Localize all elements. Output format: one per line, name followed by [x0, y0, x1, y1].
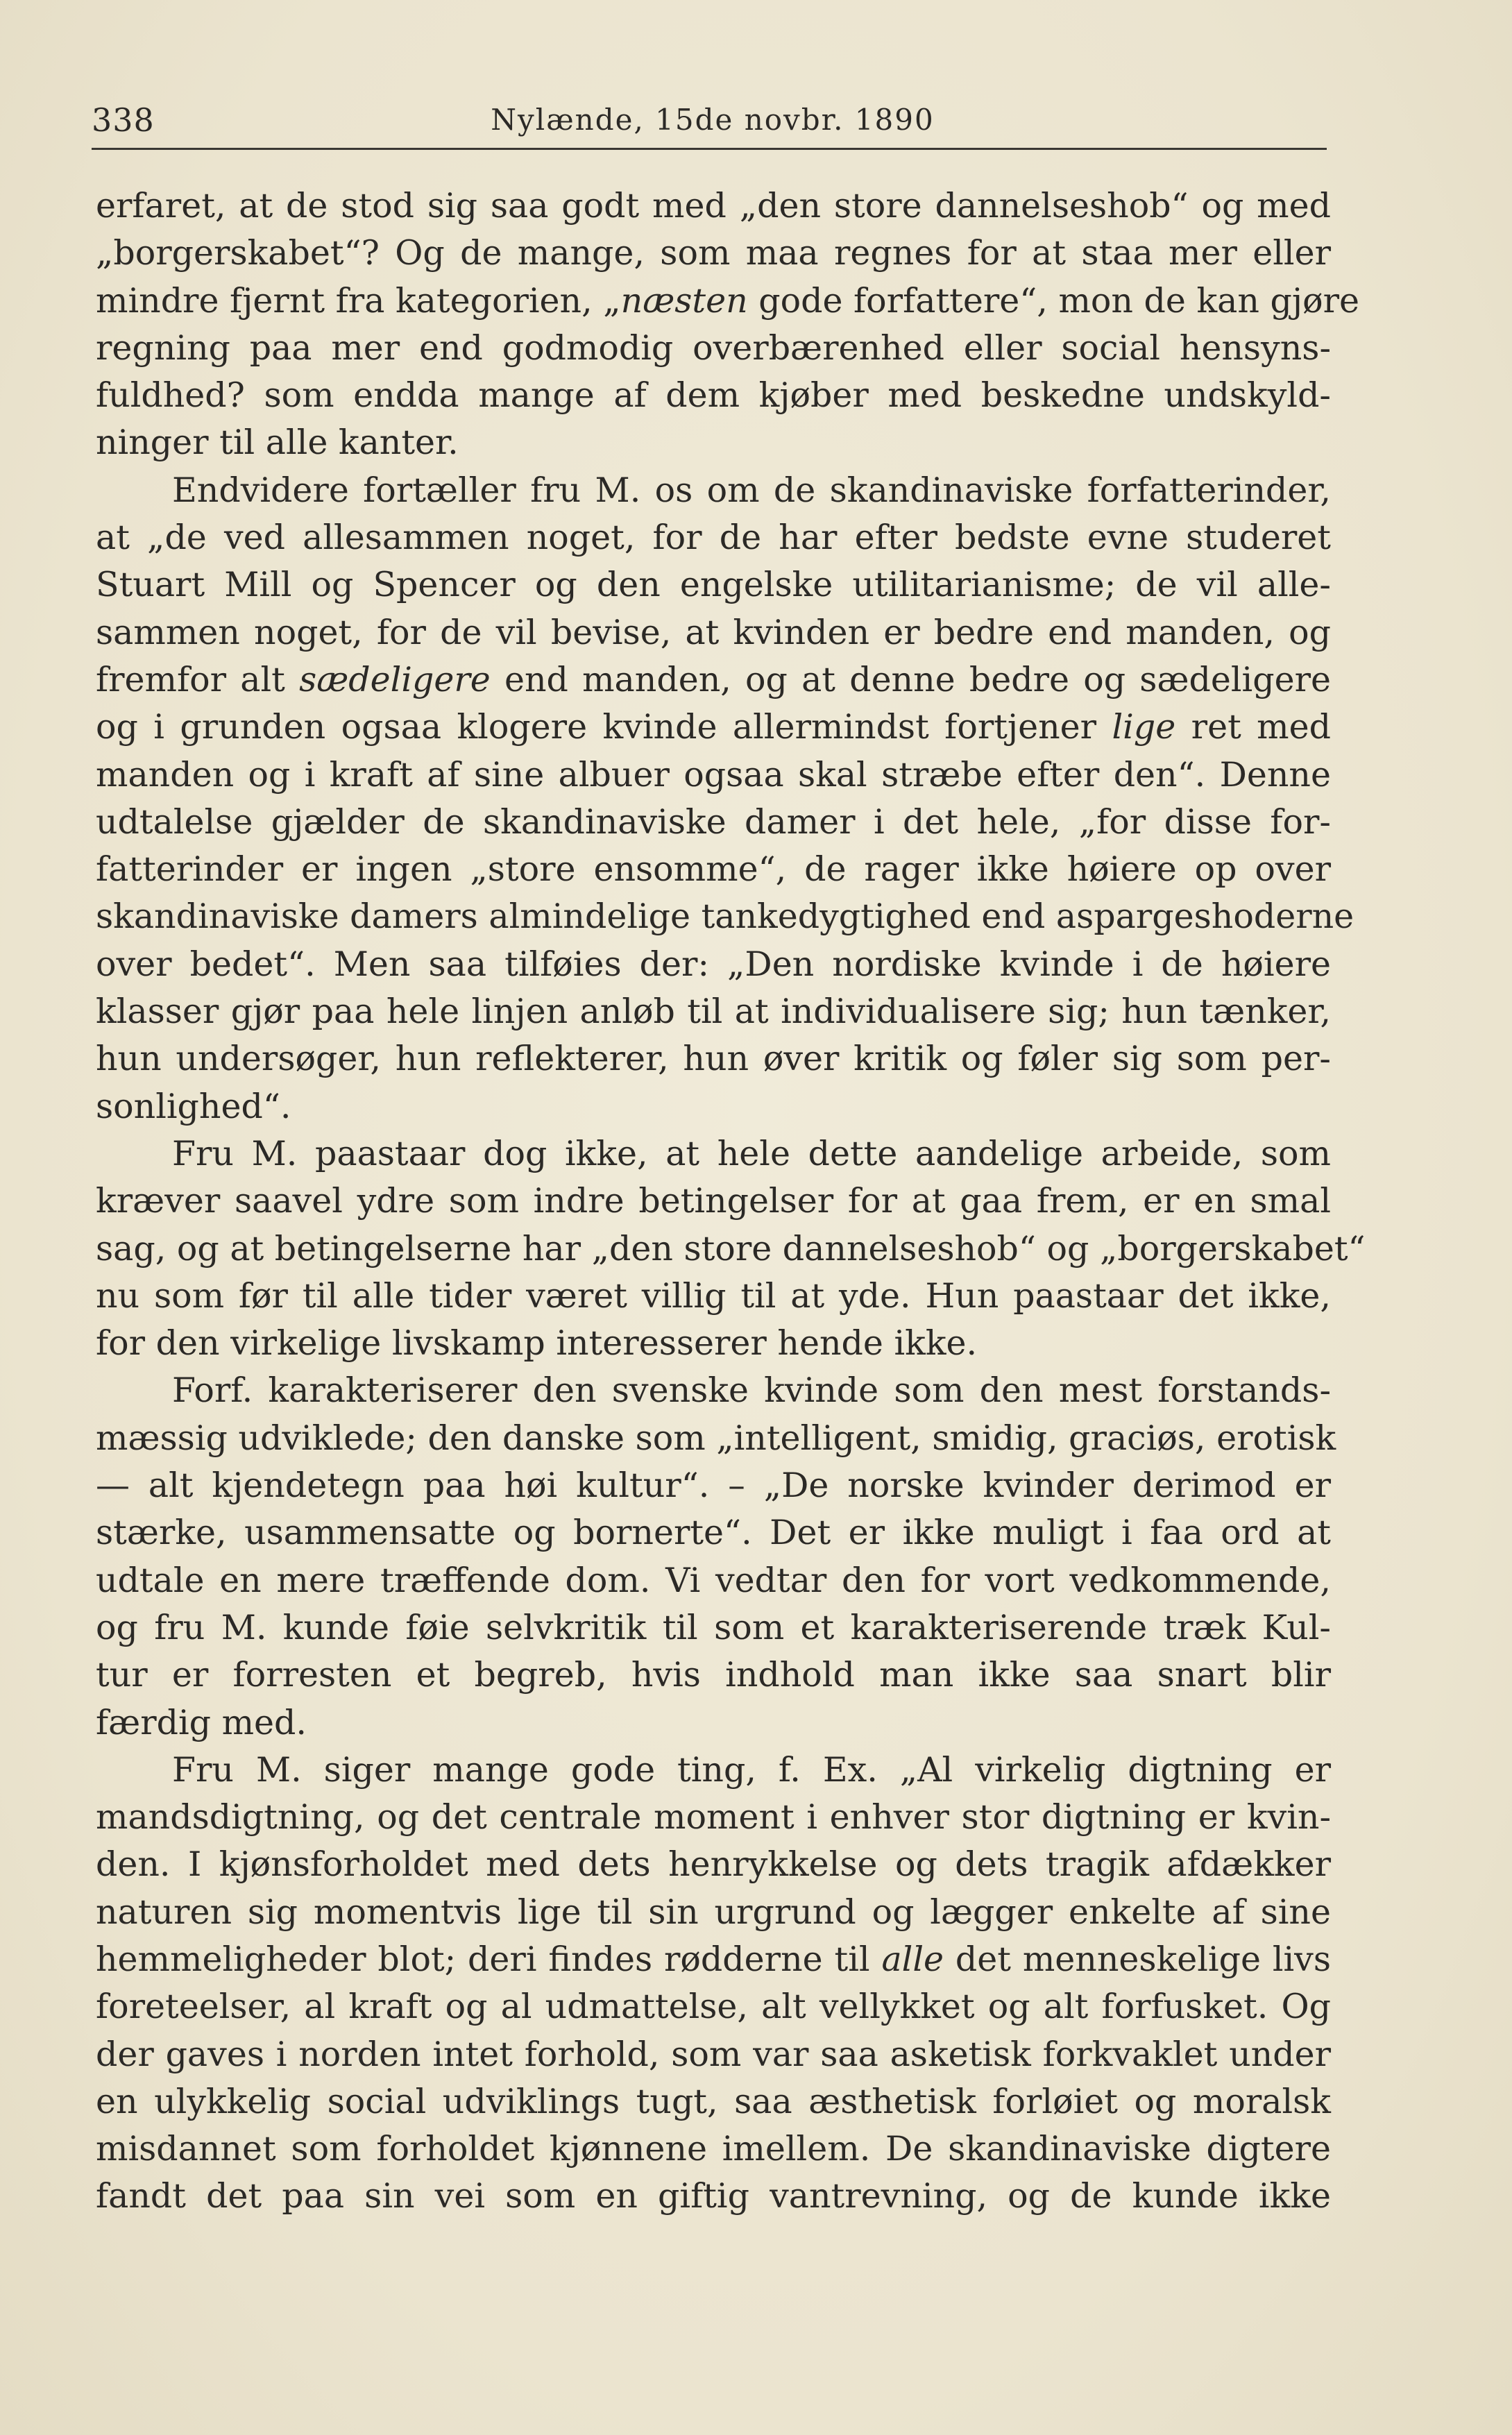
text-line: over bedet“. Men saa tilføies der: „Den nordiske kvinde i de høiere: [96, 944, 1331, 984]
text-line: skandinaviske damers almindelige tankedygtighed end aspargeshoderne: [96, 897, 1354, 937]
text-line: udtalelse gjælder de skandinaviske damer i det hele, „for disse for-: [96, 801, 1331, 842]
running-title: Nylænde, 15de novbr. 1890: [491, 103, 935, 137]
text-line: — alt kjendetegn paa høi kultur“. – „De norske kvinder derimod er: [96, 1466, 1331, 1506]
italic-word: sædeligere: [299, 659, 491, 699]
text-line: [96, 278, 1360, 325]
page-number: 338: [92, 101, 155, 139]
text-line: kræver saavel ydre som indre betingelser for at gaa frem, er en smal: [96, 1181, 1331, 1221]
text-line: regning paa mer end godmodig overbærenhed eller social hensyns-: [96, 328, 1331, 368]
text-line: sonlighed“.: [96, 1086, 291, 1126]
text-line: den. I kjønsforholdet med dets henrykkelse og dets tragik afdækker: [96, 1844, 1331, 1885]
text-line: [96, 656, 1331, 704]
text-segment: ret med: [1175, 707, 1331, 747]
text-line: Forf. karakteriserer den svenske kvinde som den mest forstands-: [172, 1371, 1331, 1411]
text-line: en ulykkelig social udviklings tugt, saa æsthetisk forløiet og moralsk: [96, 2081, 1331, 2121]
text-line: nu som før til alle tider været villig til at yde. Hun paastaar det ikke,: [96, 1275, 1331, 1316]
text-line: og fru M. kunde føie selvkritik til som et karakteriserende træk Kul-: [96, 1607, 1331, 1647]
text-line: stærke, usammensatte og bornerte“. Det er ikke muligt i faa ord at: [96, 1513, 1331, 1553]
text-segment: fremfor alt: [96, 659, 300, 699]
text-line: tur er forresten et begreb, hvis indhold man ikke saa snart blir: [96, 1655, 1331, 1695]
text-line: naturen sig momentvis lige til sin urgrund og lægger enkelte af sine: [96, 1892, 1331, 1932]
text-line: „borgerskabet“? Og de mange, som maa regnes for at staa mer eller: [96, 233, 1331, 273]
text-segment: end manden, og at denne bedre og sædeligere: [490, 659, 1331, 699]
text-segment: hemmeligheder blot; deri findes rødderne til: [96, 1939, 882, 1979]
text-line: Stuart Mill og Spencer og den engelske utilitarianisme; de vil alle-: [96, 565, 1331, 605]
body-text: [96, 183, 1366, 2221]
text-line: klasser gjør paa hele linjen anløb til at individualisere sig; hun tænker,: [96, 992, 1331, 1032]
text-line: Fru M. paastaar dog ikke, at hele dette aandelige arbeide, som: [172, 1133, 1331, 1173]
text-line: for den virkelige livskamp interesserer hende ikke.: [96, 1323, 978, 1364]
text-line: hun undersøger, hun reflekterer, hun øver kritik og føler sig som per-: [96, 1039, 1331, 1079]
text-line: Fru M. siger mange gode ting, f. Ex. „Al virkelig digtning er: [172, 1749, 1331, 1790]
text-line: misdannet som forholdet kjønnene imellem. De skandinaviske digtere: [96, 2129, 1331, 2169]
text-segment: det menneskelige livs: [944, 1939, 1332, 1979]
text-line: sammen noget, for de vil bevise, at kvinden er bedre end manden, og: [96, 612, 1331, 652]
text-line: fandt det paa sin vei som en giftig vantrevning, og de kunde ikke: [96, 2176, 1331, 2216]
italic-word: næsten: [620, 280, 748, 321]
italic-word: lige: [1112, 707, 1176, 747]
text-line: mandsdigtning, og det centrale moment i enhver stor digtning er kvin-: [96, 1797, 1331, 1838]
text-line: [96, 1936, 1331, 1983]
text-line: erfaret, at de stod sig saa godt med „den store dannelseshob“ og med: [96, 186, 1331, 226]
text-line: der gaves i norden intet forhold, som var saa asketisk forkvaklet under: [96, 2034, 1331, 2074]
text-line: foreteelser, al kraft og al udmattelse, alt vellykket og alt forfusket. Og: [96, 1987, 1331, 2027]
text-line: færdig med.: [96, 1702, 307, 1742]
text-line: Endvidere fortæller fru M. os om de skandinaviske forfatterinder,: [172, 470, 1331, 510]
text-line: udtale en mere træffende dom. Vi vedtar den for vort vedkommende,: [96, 1560, 1331, 1600]
text-segment: og i grunden ogsaa klogere kvinde allermindst fortjener: [96, 707, 1112, 747]
text-line: fuldhed? som endda mange af dem kjøber med beskedne undskyld-: [96, 375, 1331, 416]
text-line: sag, og at betingelserne har „den store dannelseshob“ og „borgerskabet“: [96, 1228, 1366, 1269]
text-line: [96, 704, 1331, 751]
text-segment: gode forfattere“, mon de kan gjøre: [747, 280, 1360, 321]
text-segment: mindre fjernt fra kategorien, „: [96, 280, 621, 321]
italic-word: alle: [881, 1939, 944, 1979]
text-line: ninger til alle kanter.: [96, 423, 459, 463]
header-rule: [92, 148, 1327, 150]
text-line: manden og i kraft af sine albuer ogsaa skal stræbe efter den“. Denne: [96, 754, 1331, 795]
text-line: at „de ved allesammen noget, for de har efter bedste evne studeret: [96, 518, 1331, 558]
text-line: fatterinder er ingen „store ensomme“, de rager ikke høiere op over: [96, 849, 1331, 890]
page-header: [92, 96, 1334, 144]
text-line: mæssig udviklede; den danske som „intelligent, smidig, graciøs, erotisk: [96, 1418, 1336, 1458]
